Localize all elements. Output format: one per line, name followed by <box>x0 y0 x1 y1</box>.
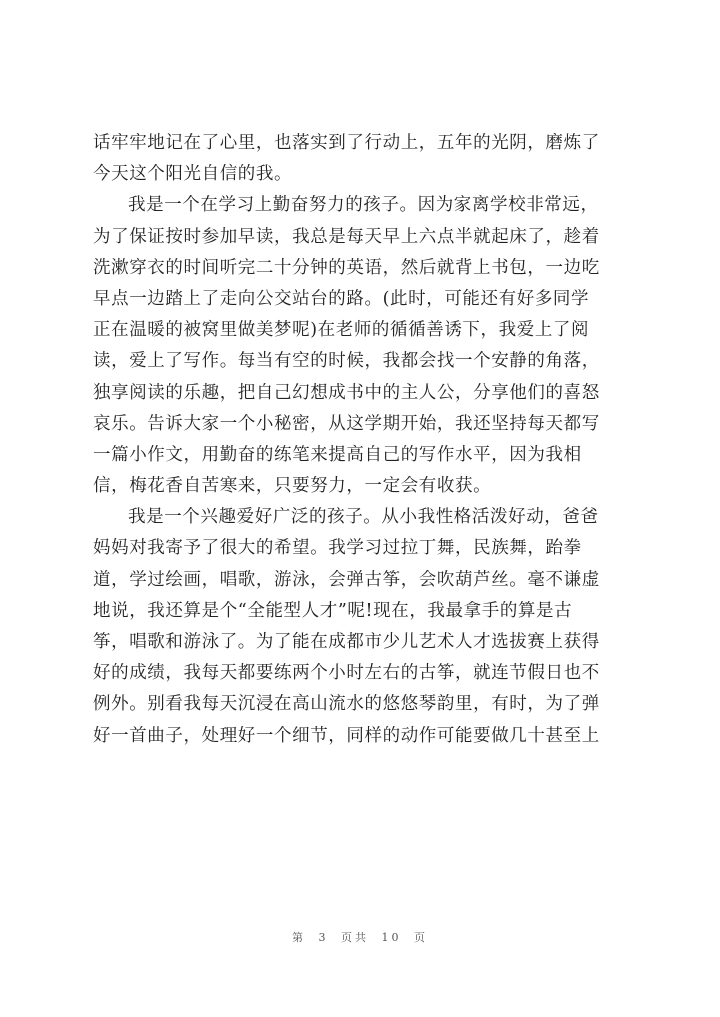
text-line: 今天这个阳光自信的我。 <box>93 164 293 185</box>
page-footer <box>0 929 720 945</box>
text-line: 例外。别看我每天沉浸在高山流水的悠悠琴韵里，有时，为了弹 <box>93 694 600 715</box>
text-line: 读，爱上了写作。每当有空的时候，我都会找一个安静的角落， <box>93 351 600 372</box>
footer-middle: 页共 <box>341 931 369 944</box>
text-line: 正在温暖的被窝里做美梦呢)在老师的循循善诱下，我爱上了阅 <box>93 320 590 341</box>
text-line: 一篇小作文，用勤奋的练笔来提高自己的写作水平，因为我相 <box>93 444 582 465</box>
footer-suffix: 页 <box>414 931 428 944</box>
body-text <box>93 128 629 752</box>
text-line: 好的成绩，我每天都要练两个小时左右的古筝，就连节假日也不 <box>93 663 600 684</box>
text-line: 道，学过绘画，唱歌，游泳，会弹古筝，会吹葫芦丝。毫不谦虚 <box>93 569 600 590</box>
text-line: 哀乐。告诉大家一个小秘密，从这学期开始，我还坚持每天都写 <box>93 413 600 434</box>
text-line: 妈妈对我寄予了很大的希望。我学习过拉丁舞，民族舞，跆拳 <box>93 538 582 559</box>
text-line: 为了保证按时参加早读，我总是每天早上六点半就起床了，趁着 <box>93 226 600 247</box>
text-line: 筝，唱歌和游泳了。为了能在成都市少儿艺术人才选拔赛上获得 <box>93 632 600 652</box>
text-line: 洗漱穿衣的时间听完二十分钟的英语，然后就背上书包，一边吃 <box>93 257 600 278</box>
text-line: 好一首曲子，处理好一个细节，同样的动作可能要做几十甚至上 <box>93 725 600 746</box>
footer-total-pages: 10 <box>381 931 402 944</box>
text-line: 信，梅花香自苦寒来，只要努力，一定会有收获。 <box>93 476 492 497</box>
footer-current-page: 3 <box>318 931 329 944</box>
text-line: 话牢牢地记在了心里，也落实到了行动上，五年的光阴，磨炼了 <box>93 133 600 153</box>
footer-prefix: 第 <box>292 931 306 944</box>
text-line: 地说，我还算是个“全能型人才”呢!现在，我最拿手的算是古 <box>93 600 573 621</box>
text-line: 我是一个在学习上勤奋努力的孩子。因为家离学校非常远， <box>128 195 599 216</box>
text-line: 早点一边踏上了走向公交站台的路。(此时，可能还有好多同学 <box>93 288 590 309</box>
text-line: 我是一个兴趣爱好广泛的孩子。从小我性格活泼好动，爸爸 <box>128 507 599 528</box>
text-line: 独享阅读的乐趣，把自己幻想成书中的主人公，分享他们的喜怒 <box>93 382 600 403</box>
